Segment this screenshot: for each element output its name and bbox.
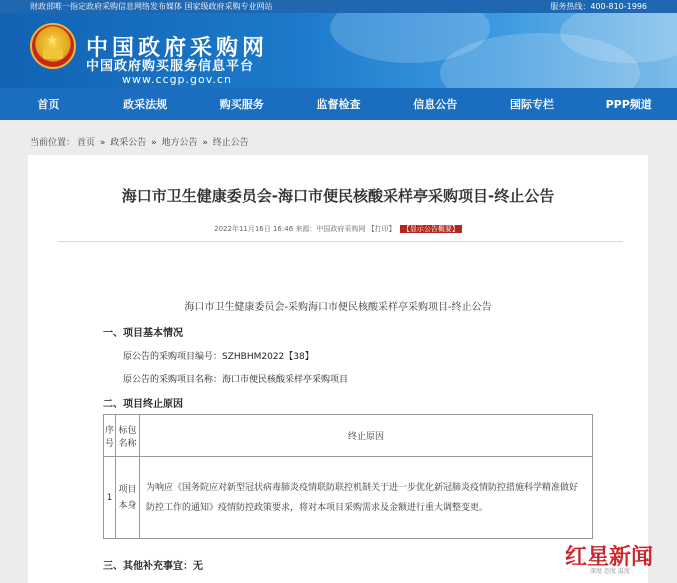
main-nav [0,88,677,120]
article-card [28,155,648,583]
article-date: 2022年11月16日 16:46 [214,225,294,233]
top-bar [0,0,677,13]
breadcrumb-prefix: 当前位置： [30,138,76,148]
row-no: 1 [104,457,116,539]
nav-international[interactable]: 国际专栏 [509,98,554,111]
breadcrumb-sep: » [148,138,160,148]
project-number: 原公告的采购项目编号：SZHBHM2022【38】 [123,352,314,362]
topbar-slogan: 财政部唯一指定政府采购信息网络发布媒体 国家级政府采购专业网站 [30,2,273,11]
article-source: 来源：中国政府采购网 [295,225,366,233]
header-package: 标包名称 [116,415,140,457]
table-header-row [104,415,593,457]
breadcrumb-gov-notices[interactable]: 政采公告 [110,138,147,148]
site-url: www.ccgp.gov.cn [122,73,232,86]
breadcrumb-termination[interactable]: 终止公告 [212,138,249,148]
site-banner [0,13,677,88]
section-termination-reason: 二、项目终止原因 [103,399,183,410]
table-row [104,457,593,539]
divider [58,241,623,242]
header-no: 序号 [104,415,116,457]
print-link[interactable]: 【打印】 [367,225,396,233]
row-reason: 为响应《国务院应对新型冠状病毒肺炎疫情联防联控机制关于进一步优化新冠肺炎疫情防控措施科学精准做好防控工作的通知》疫情防控政策要求，将对本项目采购需求及金额进行重大调整变更。 [140,457,593,539]
site-title: 中国政府采购网 [86,35,269,61]
breadcrumb-sep: » [97,138,109,148]
termination-table [103,414,593,539]
section-other-matters: 三、其他补充事宜：无 [103,561,203,572]
project-name: 原公告的采购项目名称：海口市便民核酸采样亭采购项目 [123,375,349,385]
nav-purchase-services[interactable]: 购买服务 [219,98,264,111]
nav-supervision[interactable]: 监督检查 [316,98,361,111]
show-summary-button[interactable]: 【显示公告概要】 [400,225,462,233]
breadcrumb-sep: » [199,138,211,148]
header-reason: 终止原因 [140,415,593,457]
row-package: 项目本身 [116,457,140,539]
nav-home[interactable]: 首页 [37,98,60,111]
document-title: 海口市卫生健康委员会-采购海口市便民核酸采样亭采购项目-终止公告 [184,302,492,313]
service-hotline: 服务热线：400-810-1996 [550,2,647,11]
breadcrumb-local-notices[interactable]: 地方公告 [161,138,198,148]
news-watermark: 红星新闻 [565,544,654,570]
site-subtitle: 中国政府购买服务信息平台 [86,59,255,74]
article-title: 海口市卫生健康委员会-海口市便民核酸采样亭采购项目-终止公告 [121,187,555,205]
breadcrumb [30,135,251,148]
news-watermark-slogan: 深度 态度 温度 [590,568,630,575]
nav-ppp[interactable]: PPP频道 [605,98,652,111]
section-basic-info: 一、项目基本情况 [103,328,183,339]
nav-regulations[interactable]: 政采法规 [123,98,168,111]
article-meta [28,224,648,234]
nav-announcements[interactable]: 信息公告 [413,98,458,111]
national-emblem-icon: ★ [30,23,76,69]
breadcrumb-home[interactable]: 首页 [77,138,96,148]
